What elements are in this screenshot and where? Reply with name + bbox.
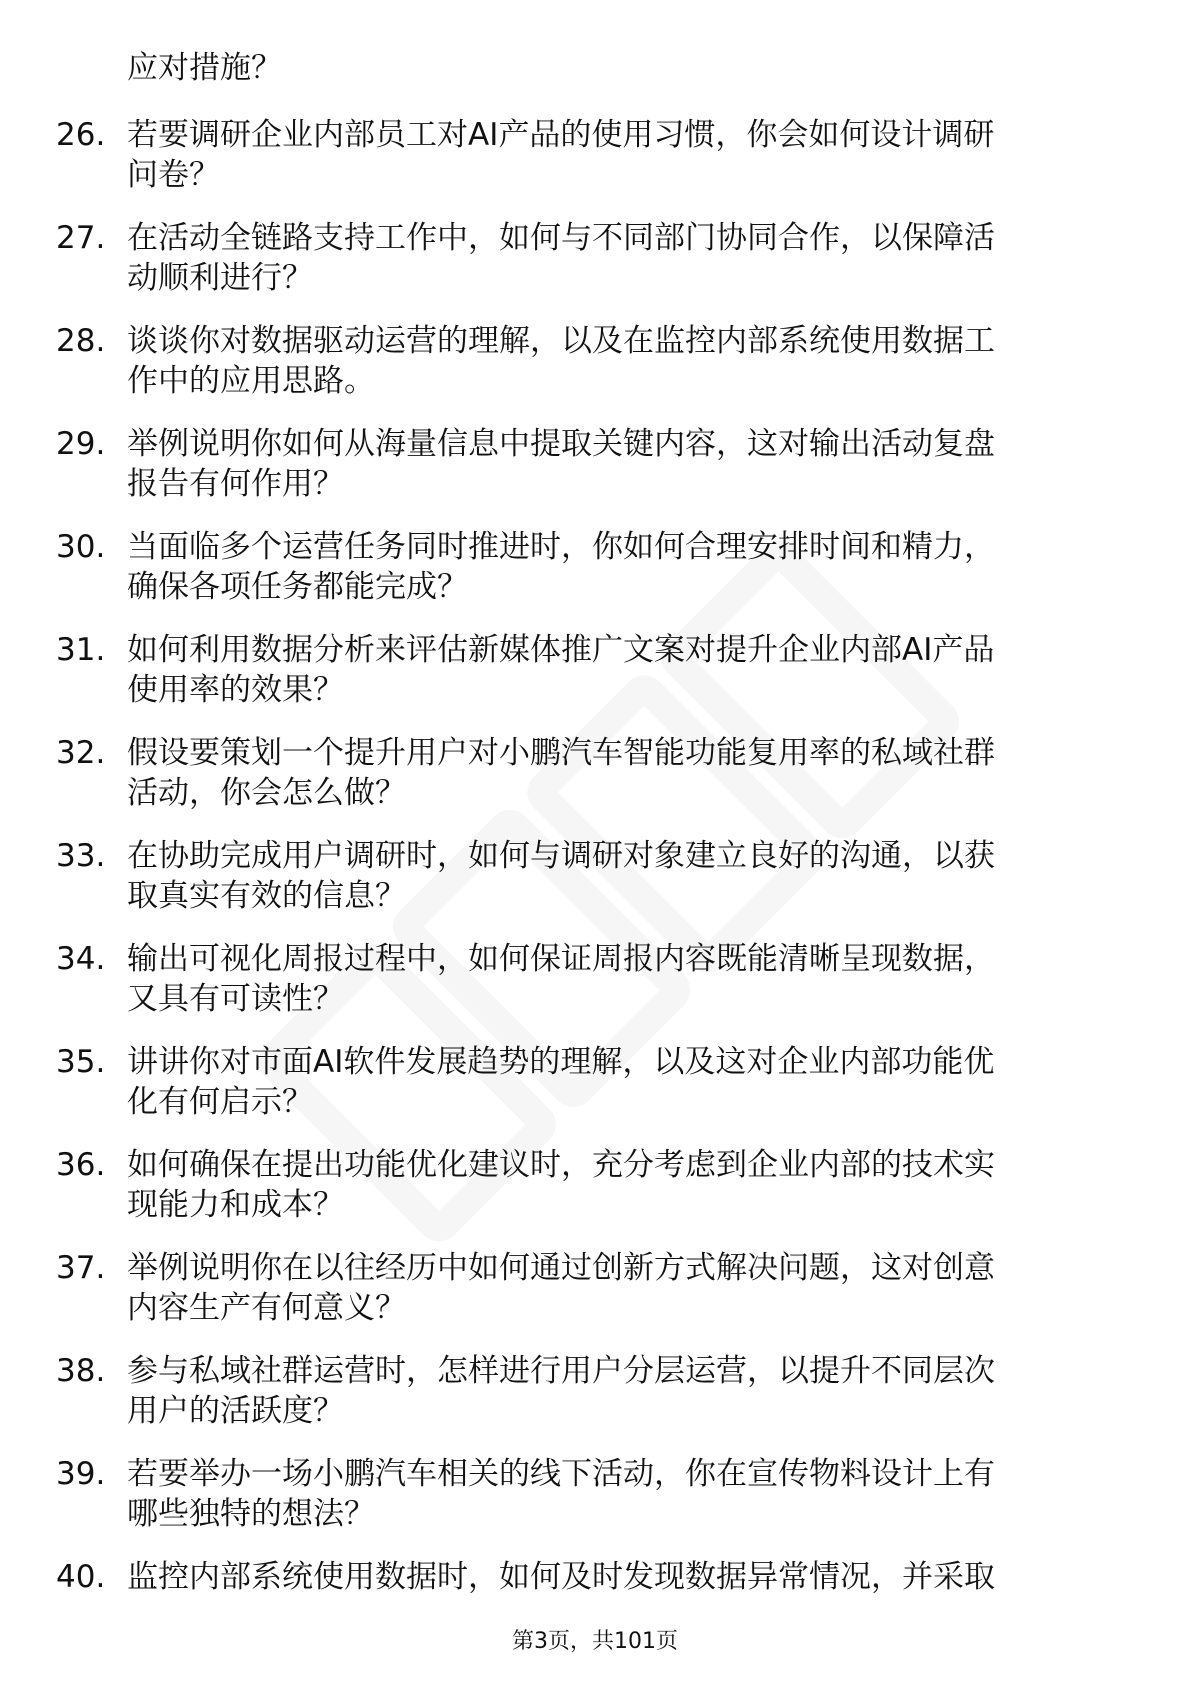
question-text-line: 内容生产有何意义？: [127, 1290, 406, 1326]
question-number: 28.: [56, 323, 106, 359]
question-item: [0, 1042, 1190, 1145]
question-number: 39.: [56, 1456, 106, 1492]
question-item: [0, 424, 1190, 527]
question-text-line: 若要调研企业内部员工对AI产品的使用习惯，你会如何设计调研: [127, 117, 995, 153]
question-item: [0, 115, 1190, 218]
question-text-line: 哪些独特的想法？: [127, 1496, 375, 1532]
question-text-line: 当面临多个运营任务同时推进时，你如何合理安排时间和精力，: [127, 529, 995, 565]
question-text-line: 举例说明你如何从海量信息中提取关键内容，这对输出活动复盘: [127, 426, 995, 462]
question-text-line: 作中的应用思路。: [127, 363, 375, 399]
question-text-line: 如何确保在提出功能优化建议时，充分考虑到企业内部的技术实: [127, 1147, 995, 1183]
question-text-line: 若要举办一场小鹏汽车相关的线下活动，你在宣传物料设计上有: [127, 1456, 995, 1492]
question-text-line: 确保各项任务都能完成？: [127, 569, 468, 605]
question-text-line: 用户的活跃度？: [127, 1393, 344, 1429]
question-item: [0, 1145, 1190, 1248]
question-number: 33.: [56, 838, 106, 874]
question-number: 27.: [56, 220, 106, 256]
question-text-line: 取真实有效的信息？: [127, 878, 406, 914]
question-number: 30.: [56, 529, 106, 565]
question-number: 32.: [56, 735, 106, 771]
question-item: [0, 733, 1190, 836]
question-text-line: 动顺利进行？: [127, 260, 313, 296]
question-item: [0, 630, 1190, 733]
question-text-line: 假设要策划一个提升用户对小鹏汽车智能功能复用率的私域社群: [127, 735, 995, 771]
question-text-line: 活动，你会怎么做？: [127, 775, 406, 811]
question-item: [0, 1351, 1190, 1454]
question-text-line: 使用率的效果？: [127, 672, 344, 708]
question-item: [0, 836, 1190, 939]
question-text-line: 参与私域社群运营时，怎样进行用户分层运营，以提升不同层次: [127, 1353, 995, 1389]
question-text-line: 报告有何作用？: [127, 466, 344, 502]
question-item: [0, 218, 1190, 321]
question-text-line: 在活动全链路支持工作中，如何与不同部门协同合作，以保障活: [127, 220, 995, 256]
question-text-line: 问卷？: [127, 157, 220, 193]
question-item: [0, 1248, 1190, 1351]
question-text-line: 现能力和成本？: [127, 1187, 344, 1223]
question-number: 31.: [56, 632, 106, 668]
question-text-line: 讲讲你对市面AI软件发展趋势的理解，以及这对企业内部功能优: [127, 1044, 995, 1080]
question-number: 36.: [56, 1147, 106, 1183]
continuation-text: 应对措施？: [127, 50, 282, 86]
question-item: [0, 1454, 1190, 1557]
question-number: 29.: [56, 426, 106, 462]
question-item: [0, 321, 1190, 424]
question-number: 26.: [56, 117, 106, 153]
page-footer: 第3页，共101页: [512, 1629, 678, 1654]
question-text-line: 又具有可读性？: [127, 981, 344, 1017]
question-text-line: 化有何启示？: [127, 1084, 313, 1120]
question-text-line: 输出可视化周报过程中，如何保证周报内容既能清晰呈现数据，: [127, 941, 995, 977]
question-text-line: 在协助完成用户调研时，如何与调研对象建立良好的沟通，以获: [127, 838, 995, 874]
question-text-line: 如何利用数据分析来评估新媒体推广文案对提升企业内部AI产品: [127, 632, 995, 668]
question-item: [0, 939, 1190, 1042]
question-text-line: 谈谈你对数据驱动运营的理解，以及在监控内部系统使用数据工: [127, 323, 995, 359]
question-text-line: 举例说明你在以往经历中如何通过创新方式解决问题，这对创意: [127, 1250, 995, 1286]
question-number: 38.: [56, 1353, 106, 1389]
question-item: [0, 527, 1190, 630]
question-list: [0, 115, 1190, 1660]
question-number: 37.: [56, 1250, 106, 1286]
question-number: 40.: [56, 1559, 106, 1595]
question-number: 34.: [56, 941, 106, 977]
question-number: 35.: [56, 1044, 106, 1080]
question-text-line: 监控内部系统使用数据时，如何及时发现数据异常情况，并采取: [127, 1559, 995, 1595]
